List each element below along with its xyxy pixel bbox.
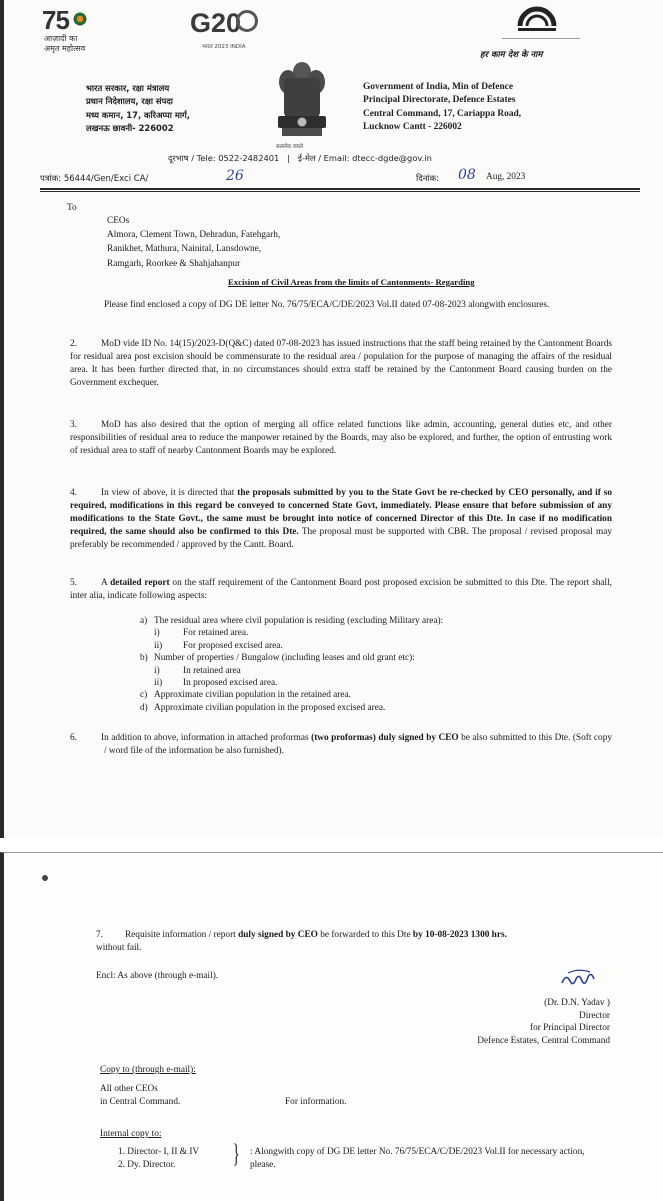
list-item: b) Number of properties / Bungalow (including leases and old grant etc): — [140, 653, 415, 664]
defence-estates-arc-icon — [512, 2, 562, 34]
reference-row — [40, 167, 640, 187]
paragraph-1: Please find enclosed a copy of DG DE letter No. 76/75/ECA/C/DE/2023 Vol.II dated 07-08-2023 alongwith enclosures. — [104, 300, 550, 310]
date-month-year: Aug, 2023 — [486, 172, 526, 182]
list-item: ii) For proposed excised area. — [154, 640, 283, 651]
g20-logo: G20 भारत 2023 INDIA — [184, 6, 262, 54]
internal-copy-note: : Alongwith copy of DG DE letter No. 76/75/ECA/C/DE/2023 Vol.II for necessary action, please. — [250, 1147, 585, 1170]
header-rule-2 — [40, 191, 640, 192]
paragraph-7-continuation: without fail. — [96, 943, 142, 953]
english-address-block: Government of India, Min of Defence Principal Directorate, Defence Estates Central Command, 17, Cariappa Road, Lucknow Cantt - 226002 — [363, 82, 522, 132]
g20-globe-icon — [236, 10, 258, 32]
copy-to-note: For information. — [285, 1097, 347, 1107]
copy-to-recipients: All other CEOs in Central Command. — [100, 1084, 181, 1107]
handwritten-date-day: 08 — [458, 167, 476, 183]
hindi-address-block: भारत सरकार, रक्षा मंत्रालय प्रधान निदेशालय, रक्षा संपदा मध्य कमान, 17, करिअप्पा मार्ग, लखनऊ छावनी- 226002 — [86, 83, 190, 134]
list-item: i) For retained area. — [154, 628, 249, 639]
list-item: 2. Dy. Director. — [118, 1160, 176, 1170]
subject-line: Excision of Civil Areas from the limits of Cantonments- Regarding — [228, 277, 475, 287]
internal-copy-heading: Internal copy to: — [100, 1129, 162, 1139]
paragraph-5: 5. A detailed report on the staff requirement of the Cantonment Board post proposed excision be submitted to this Dte. The report shall, inter alia, indicate following aspects: — [70, 578, 612, 601]
list-item: i) In retained area — [154, 665, 241, 676]
azadi-ka-amrit-mahotsav-logo: 75 आज़ादी का अमृत महोत्सव — [38, 6, 108, 56]
paragraph-6: 6. In addition to above, information in attached proformas (two proformas) duly signed by CEO be also submitted to this Dte. (Soft copy / word file of the information be also furnished). — [70, 733, 612, 756]
list-item: 1. Director- I, II & IV — [118, 1147, 200, 1157]
defence-estates-logo — [512, 2, 562, 34]
recipient-block: CEOs Almora, Clement Town, Dehradun, Fatehgarh, Ranikhet, Mathura, Nainital, Lansdowne, Ramgarh, Roorkee & Shahjahanpur — [107, 216, 281, 269]
copy-to-heading: Copy to (through e-mail): — [100, 1065, 196, 1075]
list-item: a) The residual area where civil population is residing (excluding Military area): — [140, 616, 444, 626]
paragraph-3: 3. MoD has also desired that the option of merging all office related functions like admin, accounting, general duties etc, and other responsibilities of residual area to reduce the manpower retained by the Boards, may also be explored, and further, the option of entrusting work of residual area to staff of nearby Cantonment Boards may be explored. — [70, 420, 612, 456]
punch-hole-dot — [42, 875, 48, 881]
letter-page-2 — [0, 852, 663, 1201]
paragraph-2: 2. MoD vide ID No. 14(15)/2023-D(Q&C) dated 07-08-2023 has issued instructions that the staff being retained by the Cantonment Boards for residual area post excision should be commensurate to the residual area / population for the purpose of managing the affairs of the residual area. It has been further directed that, in no circumstances should extra staff be retained by the Cantonment Board causing burden on the Government exchequer. — [70, 339, 612, 388]
national-emblem: सत्यमेव जयते — [270, 58, 334, 154]
date-label: दिनांक: — [416, 174, 440, 184]
right-brace-icon: } — [232, 1139, 240, 1168]
list-item: ii) In proposed excised area. — [154, 678, 278, 689]
list-item: c) Approximate civilian population in the retained area. — [140, 690, 351, 701]
lion-capital-emblem-icon — [270, 58, 334, 144]
contact-line: दूरभाष / Tele: 0522-2482401 | ई-मेल / Email: dtecc-dgde@gov.in — [168, 153, 432, 163]
enclosure-line: Encl: As above (through e-mail). — [96, 971, 219, 981]
header-rule-1 — [40, 188, 640, 190]
handwritten-signature — [558, 969, 598, 991]
handwritten-ref-suffix: 26 — [226, 168, 244, 184]
signature-scribble-icon — [558, 969, 598, 991]
logo-caption-line — [502, 38, 580, 44]
azadi-flag-icon — [72, 12, 88, 26]
list-item: d) Approximate civilian population in the proposed excised area. — [140, 702, 386, 713]
aspects-list — [140, 615, 600, 714]
slogan-hindi: हर काम देश के नाम — [480, 50, 543, 60]
paragraph-7: 7. Requisite information / report duly signed by CEO be forwarded to this Dte by 10-08-2023 1300 hrs. — [96, 930, 507, 940]
to-label: To — [67, 203, 77, 213]
paragraph-4: 4. In view of above, it is directed that the proposals submitted by you to the State Govt be re-checked by CEO personally, and if so required, modifications in this regard be conveyed to concerned State Govt, immediately. Please ensure that before submission of any modifications to the State Govt., the same must be brought into notice of concerned Director of this Dte. In case if no modification required, the same should also be confirmed to this Dte. The proposal must be supported with CBR. The proposal / revised proposal may preferably be recommended / approved by the Cantt. Board. — [70, 488, 612, 550]
reference-number: पत्रांक: 56444/Gen/Exci CA/ — [40, 174, 149, 184]
internal-copy-list — [118, 1146, 199, 1172]
signature-block: (Dr. D.N. Yadav ) Director for Principal Director Defence Estates, Central Command — [477, 998, 610, 1046]
